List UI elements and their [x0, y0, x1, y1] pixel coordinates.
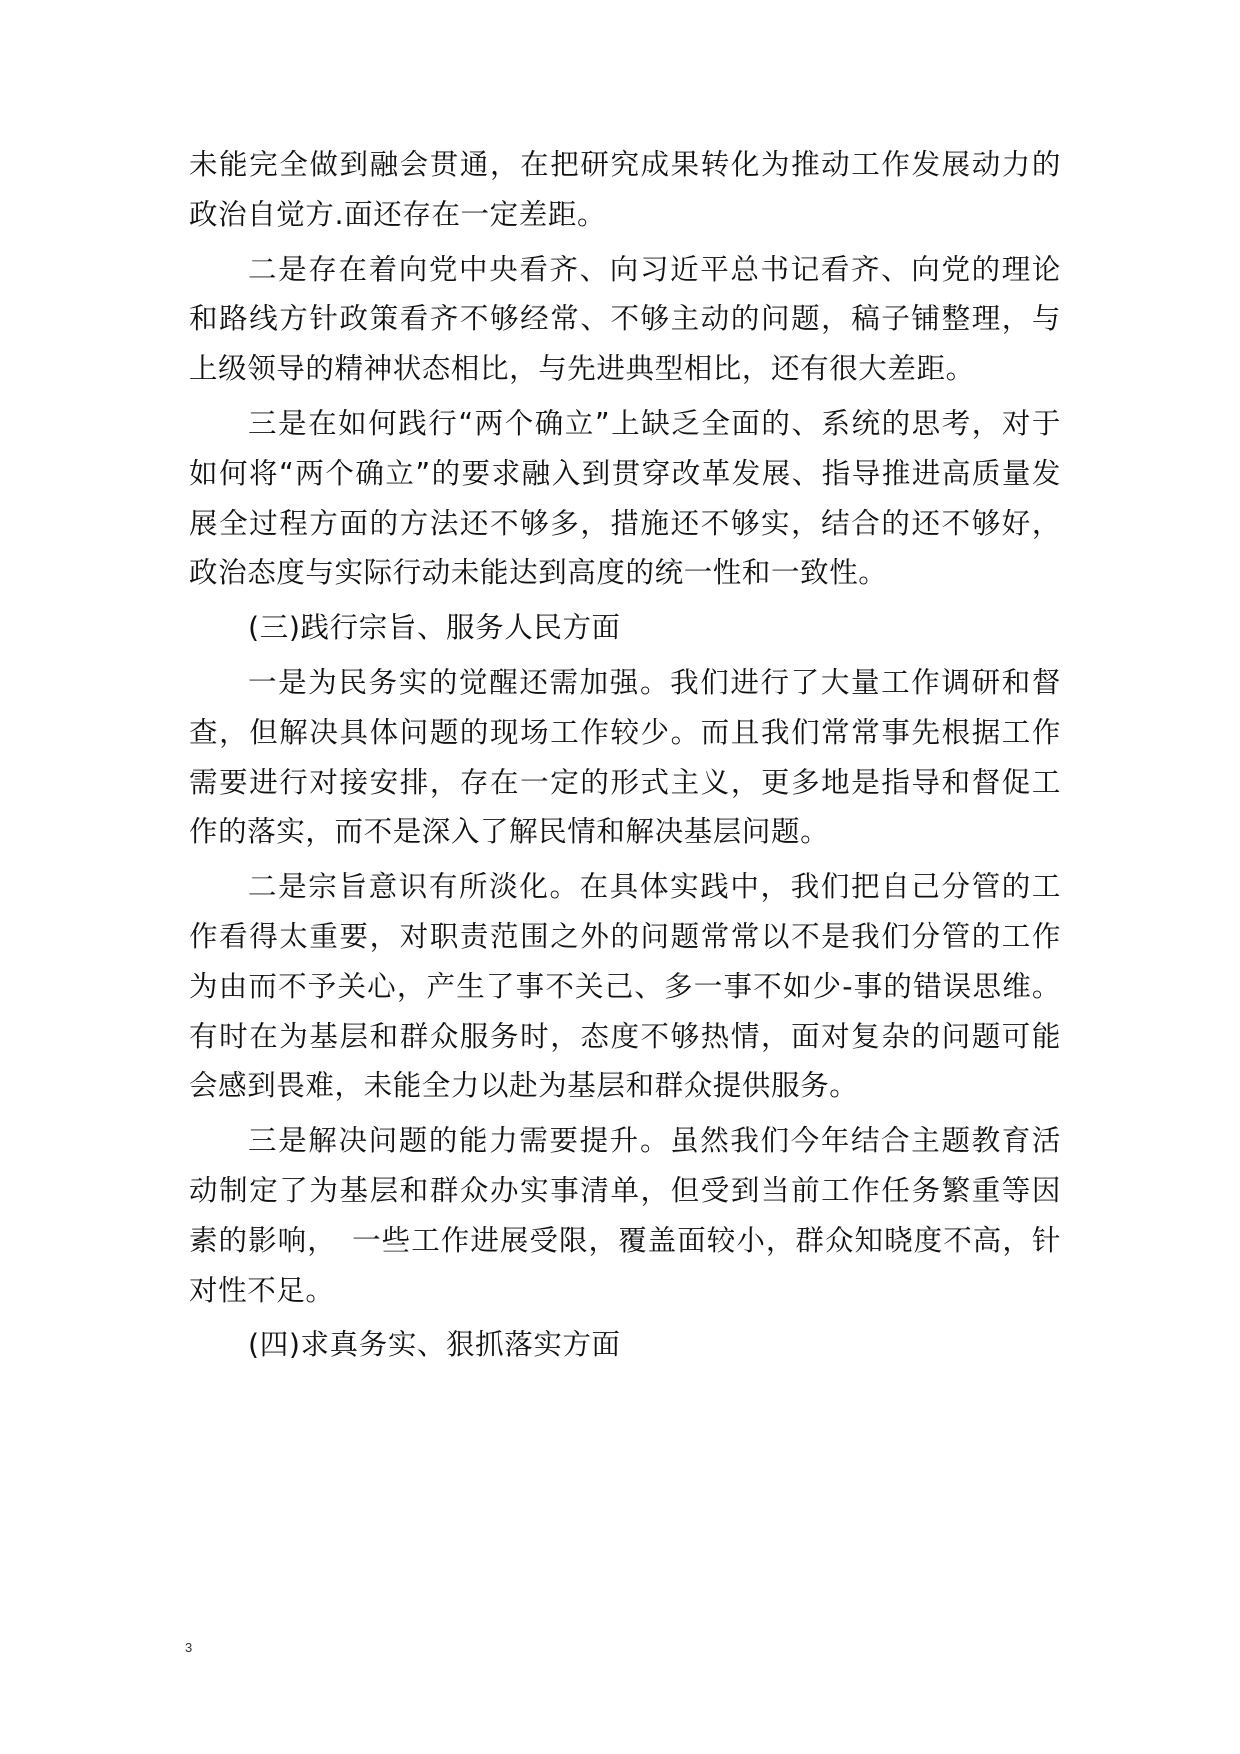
paragraph-continuation: 未能完全做到融会贯通，在把研究成果转化为推动工作发展动力的政治自觉方.面还存在一定差距。 [189, 148, 1061, 231]
page-number: 3 [185, 1640, 193, 1655]
paragraph-point-one-pragmatism: 一是为民务实的觉醒还需加强。我们进行了大量工作调研和督查，但解决具体问题的现场工作较少。而且我们常常事先根据工作需要进行对接安排，存在一定的形式主义，更多地是指导和督促工作的落实，而不是深入了解民情和解决基层问题。 [189, 665, 1061, 849]
document-body [189, 140, 1061, 1370]
section-heading-serve-the-people: (三)践行宗旨、服务人民方面 [248, 611, 621, 645]
paragraph-point-two-alignment: 二是存在着向党中央看齐、向习近平总书记看齐、向党的理论和路线方针政策看齐不够经常、不够主动的问题，稿子铺整理，与上级领导的精神状态相比，与先进典型相比，还有很大差距。 [189, 252, 1061, 386]
paragraph-point-three-problem-solving: 三是解决问题的能力需要提升。虽然我们今年结合主题教育活动制定了为基层和群众办实事清单，但受到当前工作任务繁重等因素的影响， 一些工作进展受限，覆盖面较小，群众知晓度不高，针对性不足。 [189, 1124, 1061, 1307]
paragraph-point-three-two-establishments: 三是在如何践行“两个确立”上缺乏全面的、系统的思考，对于如何将“两个确立”的要求融入到贯穿改革发展、指导推进高质量发展全过程方面的方法还不够多，措施还不够实，结合的还不够好，政治态度与实际行动未能达到高度的统一性和一致性。 [189, 406, 1061, 590]
paragraph-point-two-purpose-awareness: 二是宗旨意识有所淡化。在具体实践中，我们把自己分管的工作看得太重要，对职责范围之外的问题常常以不是我们分管的工作为由而不予关心，产生了事不关己、多一事不如少-事的错误思维。有时在为基层和群众服务时，态度不够热情，面对复杂的问题可能会感到畏难，未能全力以赴为基层和群众提供服务。 [189, 870, 1061, 1103]
section-heading-seek-truth: (四)求真务实、狠抓落实方面 [248, 1328, 621, 1362]
